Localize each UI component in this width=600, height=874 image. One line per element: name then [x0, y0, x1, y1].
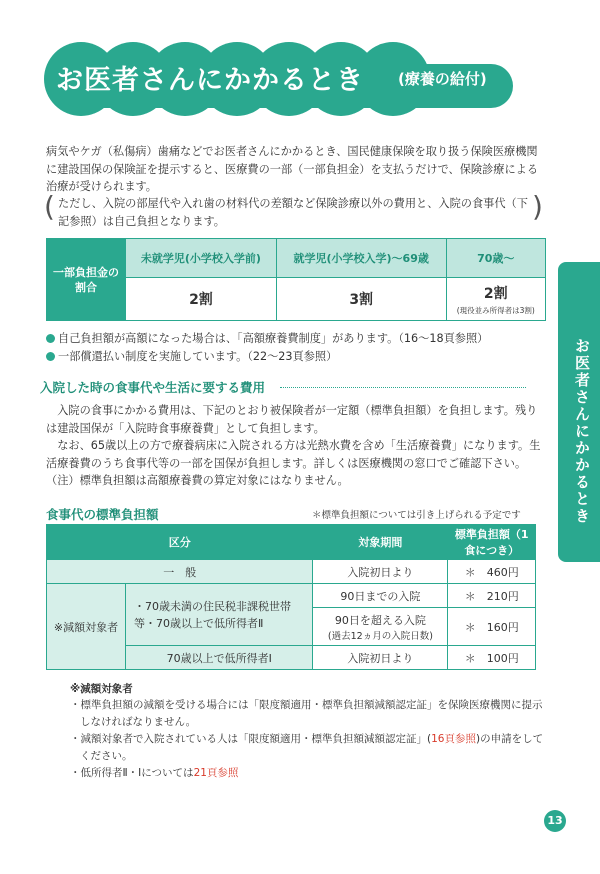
- page-title: お医者さんにかかるとき: [56, 65, 364, 96]
- meal-group1-label: ・70歳未満の住民税非課税世帯等・70歳以上で低所得者Ⅱ: [126, 584, 313, 646]
- meal-col-period: 対象期間: [313, 525, 448, 560]
- ref-page-21: 21頁参照: [193, 767, 239, 779]
- note-item-1: ・標準負担額の減額を受ける場合には「限度額適用・標準負担額減額認定証」を保険医療機関に提示しなければなりません。: [70, 699, 543, 728]
- bullet-high-cost: 自己負担額が高額になった場合は、「高額療養費制度」があります。（16〜18頁参照）: [46, 330, 488, 347]
- ref-page-16: 16頁参照: [431, 733, 476, 745]
- meal-g1-period1: 90日までの入院: [313, 584, 448, 608]
- meal-paragraph-1: 入院の食事にかかる費用は、下記のとおり被保険者が一定額（標準負担額）を負担します。残りは建設国保が「入院時食事療養費」として負担します。: [46, 404, 538, 435]
- copay-col-school-69: 就学児(小学校入学)〜69歳: [276, 239, 446, 278]
- meal-row-general-amount: ＊ 460円: [448, 560, 536, 584]
- copay-note-70plus: (現役並み所得者は3割): [456, 305, 535, 315]
- meal-col-amount: 標準負担額（1食につき）: [448, 525, 536, 560]
- meal-g1-period2-cell: [313, 608, 448, 646]
- meal-row-general-period: 入院初日より: [313, 560, 448, 584]
- bracket-left: (: [44, 190, 55, 223]
- meal-paragraph-2: なお、65歳以上の方で療養病床に入院される方は光熱水費を含め「生活療養費」になります。生活療養費のうち食事代等の一部を国保が負担します。詳しくは医療機関の窓口でご確認下さい。: [46, 439, 541, 470]
- intro-paren-note: ただし、入院の部屋代や入れ歯の材料代の差額など保険診療以外の費用と、入院の食事代（下記参照）は自己負担となります。: [58, 197, 528, 228]
- copay-col-preschool: 未就学児(小学校入学前): [126, 239, 277, 278]
- meal-group2-label: 70歳以上で低所得者Ⅰ: [126, 646, 313, 670]
- note-item-2: ・減額対象者で入院されている人は「限度額適用・標準負担額減額認定証」(16頁参照)の申請をしてください。: [70, 733, 544, 762]
- copay-table: [46, 238, 546, 321]
- bullet-dot-icon: [46, 352, 55, 361]
- meal-paragraphs: [46, 402, 546, 490]
- meal-col-category: 区分: [47, 525, 313, 560]
- meal-g1-period2: 90日を超える入院: [334, 613, 426, 627]
- meal-g2-period: 入院初日より: [313, 646, 448, 670]
- meal-g1-amount1: ＊ 210円: [448, 584, 536, 608]
- bracket-right: ): [532, 190, 543, 223]
- bullet-dot-icon: [46, 334, 55, 343]
- note-item-3: ・低所得者Ⅱ・Ⅰについては21頁参照: [70, 767, 239, 779]
- intro-paragraph: 病気やケガ（私傷病）歯痛などでお医者さんにかかるとき、国民健康保険を取り扱う保険医療機関に建設国保の保険証を提示すると、医療費の一部（一部負担金）を支払うだけで、保険診療による治療が受けられます。: [46, 145, 539, 193]
- meal-row-general-label: 一 般: [47, 560, 313, 584]
- copay-col-70plus: 70歳〜: [446, 239, 545, 278]
- meal-cost-table: [46, 524, 536, 670]
- section-divider: [280, 387, 526, 388]
- meal-g2-amount: ＊ 100円: [448, 646, 536, 670]
- page-number: 13: [544, 810, 566, 832]
- copay-val-70plus: 2割: [483, 285, 508, 302]
- meal-reduced-label: ※減額対象者: [47, 584, 126, 670]
- section-heading-meal: 入院した時の食事代や生活に要する費用: [40, 380, 266, 395]
- copay-val-school-69: 3割: [276, 278, 446, 321]
- meal-table-heading: 食事代の標準負担額: [46, 507, 159, 522]
- meal-g1-amount2: ＊ 160円: [448, 608, 536, 646]
- meal-paragraph-note: （注）標準負担額は高額療養費の算定対象にはなりません。: [46, 474, 349, 487]
- page-subtitle: (療養の給付): [398, 70, 487, 88]
- notes-list: [70, 697, 550, 782]
- copay-row-header: 一部負担金の割合: [47, 239, 126, 321]
- copay-cell-70plus: [446, 278, 545, 321]
- notes-heading: ※減額対象者: [70, 683, 133, 695]
- copay-val-preschool: 2割: [126, 278, 277, 321]
- meal-table-note: ＊標準負担額については引き上げられる予定です: [312, 510, 521, 521]
- side-tab-label: お医者さんにかかるとき: [573, 338, 591, 525]
- meal-g1-period2-sub: (過去12ヵ月の入院日数): [327, 630, 433, 642]
- bullet-reimbursement: 一部償還払い制度を実施しています。（22〜23頁参照）: [46, 348, 337, 365]
